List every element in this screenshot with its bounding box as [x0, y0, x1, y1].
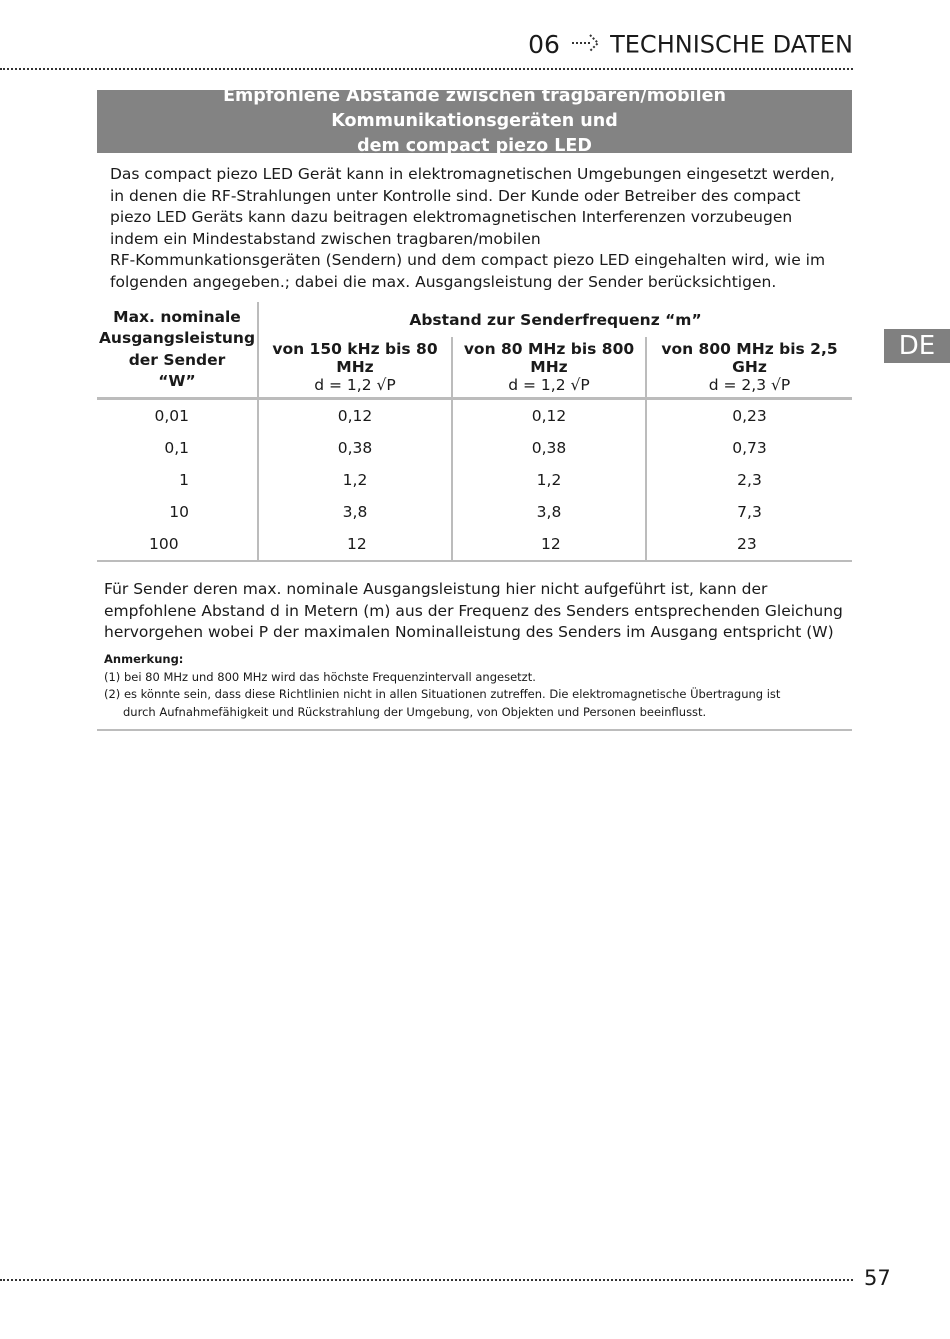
distance-cell: 12 — [258, 528, 452, 561]
section-heading-box — [97, 86, 852, 156]
distance-cell: 0,12 — [452, 399, 646, 433]
power-header-line: der Sender — [128, 350, 226, 369]
intro-line: Das compact piezo LED Gerät kann in elektromagnetischen Umgebungen eingesetzt werden, — [110, 165, 835, 183]
footer-paragraph — [104, 579, 852, 644]
column-header-80mhz-800mhz — [452, 337, 646, 399]
intro-line: RF-Kommunkationsgeräten (Sendern) und dem compact piezo LED eingehalten wird, wie im — [110, 251, 826, 270]
note-item-1: (1) bei 80 MHz und 800 MHz wird das höchste Frequenzintervall angesetzt. — [104, 669, 536, 684]
note-item-2-line-1: (2) es könnte sein, dass diese Richtlinien nicht in allen Situationen zutreffen. Die elektromagnetische Übertragung ist — [104, 687, 781, 701]
page-number: 57 — [864, 1266, 891, 1290]
page-header — [0, 30, 853, 68]
column-range: von 800 MHz bis 2,5 GHz — [661, 340, 838, 376]
column-formula: d = 1,2 √P — [314, 376, 396, 394]
power-header-line: Ausgangsleistung — [98, 329, 256, 347]
power-header-line: “W” — [158, 372, 196, 390]
distance-cell: 0,73 — [646, 432, 852, 464]
distance-cell: 0,23 — [646, 399, 852, 433]
column-header-800mhz-2-5ghz — [646, 337, 852, 399]
intro-line: in denen die RF-Strahlungen unter Kontrolle sind. Der Kunde oder Betreiber des compact — [110, 186, 801, 205]
table-row — [97, 399, 852, 433]
power-cell: 10 — [169, 503, 189, 521]
power-cell: 1 — [179, 471, 189, 489]
note-item-2-line-2: durch Aufnahmefähigkeit und Rückstrahlung der Umgebung, von Objekten und Personen beeinflusst. — [123, 704, 707, 719]
distance-group-header: Abstand zur Senderfrequenz “m” — [258, 302, 852, 337]
distance-cell: 0,38 — [452, 432, 646, 464]
language-tab: DE — [884, 329, 950, 363]
heading-line-1: Empfohlene Abstände zwischen tragbaren/mobilen Kommunikationsgeräten und — [223, 86, 726, 131]
distance-cell: 2,3 — [646, 464, 852, 496]
table-row — [97, 528, 852, 561]
distance-cell: 1,2 — [258, 464, 452, 496]
column-header-150khz-80mhz — [258, 337, 452, 399]
notes-title: Anmerkung: — [104, 652, 184, 666]
heading-line-2: dem compact piezo LED — [357, 136, 592, 156]
column-range: von 150 kHz bis 80 MHz — [272, 340, 438, 376]
power-cell: 100 — [97, 528, 258, 561]
power-cell: 0,01 — [97, 399, 258, 433]
power-cell: 0,1 — [164, 439, 189, 457]
distance-cell: 0,38 — [258, 432, 452, 464]
distance-cell: 1,2 — [452, 464, 646, 496]
section-title: TECHNISCHE DATEN — [610, 30, 853, 59]
power-header-line: Max. nominale — [113, 307, 241, 326]
section-bottom-rule — [97, 729, 852, 731]
distance-cell: 7,3 — [646, 496, 852, 528]
intro-paragraph — [110, 164, 850, 294]
distance-cell: 23 — [646, 528, 852, 561]
distance-cell: 3,8 — [452, 496, 646, 528]
intro-line: folgenden angegeben.; dabei die max. Ausgangsleistung der Sender berücksichtigen. — [110, 272, 777, 291]
table-row — [97, 432, 852, 464]
header-divider — [0, 68, 853, 70]
distance-cell: 3,8 — [258, 496, 452, 528]
power-column-header — [97, 302, 258, 399]
intro-line: indem ein Mindestabstand zwischen tragbaren/mobilen — [110, 229, 541, 248]
distance-cell: 0,12 — [258, 399, 452, 433]
section-number: 06 — [528, 30, 560, 59]
footer-line: Für Sender deren max. nominale Ausgangsleistung hier nicht aufgeführt ist, kann der — [104, 580, 768, 598]
distance-cell: 12 — [452, 528, 646, 561]
footer-divider — [0, 1279, 853, 1281]
dotted-chevron-right-icon — [571, 33, 601, 57]
distance-table — [97, 302, 852, 562]
column-formula: d = 1,2 √P — [508, 376, 590, 394]
footer-line: empfohlene Abstand d in Metern (m) aus der Frequenz des Senders entsprechenden Gleichung — [104, 601, 843, 620]
footer-line: hervorgehen wobei P der maximalen Nominalleistung des Senders im Ausgang entspricht (W) — [104, 623, 834, 642]
table-row — [97, 464, 852, 496]
table-row — [97, 496, 852, 528]
intro-line: piezo LED Geräts kann dazu beitragen elektromagnetischen Interferenzen vorzubeugen — [110, 208, 793, 227]
column-range: von 80 MHz bis 800 MHz — [463, 340, 635, 376]
column-formula: d = 2,3 √P — [708, 376, 791, 394]
notes-block — [104, 651, 852, 721]
